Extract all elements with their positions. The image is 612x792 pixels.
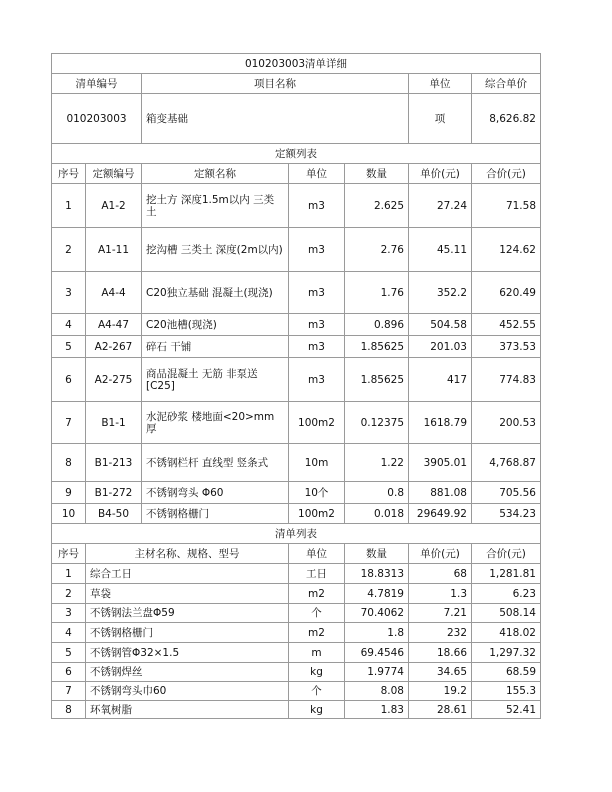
row-unit: m3	[289, 272, 345, 314]
row-name: 草袋	[86, 584, 289, 604]
material-col-qty: 数量	[345, 544, 409, 564]
row-name: 挖沟槽 三类土 深度(2m以内)	[142, 228, 289, 272]
material-header-row	[52, 544, 541, 564]
row-price: 1.3	[409, 584, 472, 604]
row-qty: 0.018	[345, 504, 409, 524]
page-title: 010203003清单详细	[52, 54, 541, 74]
row-name: 不锈钢管Φ32×1.5	[86, 643, 289, 663]
table-body	[52, 54, 541, 719]
header-name: 项目名称	[142, 74, 409, 94]
row-name: 碎石 干铺	[142, 336, 289, 358]
table-row	[52, 604, 541, 623]
row-code: A4-47	[86, 314, 142, 336]
row-unit: m	[289, 643, 345, 663]
row-code: B1-1	[86, 402, 142, 444]
row-price: 504.58	[409, 314, 472, 336]
row-price: 201.03	[409, 336, 472, 358]
row-no: 6	[52, 358, 86, 402]
row-total: 155.3	[472, 682, 541, 701]
row-name: 不锈钢栏杆 直线型 竖条式	[142, 444, 289, 482]
row-code: A1-11	[86, 228, 142, 272]
row-total: 71.58	[472, 184, 541, 228]
row-name: 综合工日	[86, 564, 289, 584]
table-row	[52, 272, 541, 314]
row-qty: 70.4062	[345, 604, 409, 623]
row-code: B1-272	[86, 482, 142, 504]
row-total: 1,281.81	[472, 564, 541, 584]
row-total: 774.83	[472, 358, 541, 402]
material-section-title: 清单列表	[52, 524, 541, 544]
item-code: 010203003	[52, 94, 142, 144]
row-qty: 0.896	[345, 314, 409, 336]
row-qty: 18.8313	[345, 564, 409, 584]
row-qty: 2.76	[345, 228, 409, 272]
bill-detail-sheet	[51, 53, 540, 719]
row-qty: 1.9774	[345, 663, 409, 682]
quota-col-code: 定额编号	[86, 164, 142, 184]
row-no: 1	[52, 184, 86, 228]
row-price: 18.66	[409, 643, 472, 663]
row-unit: m3	[289, 358, 345, 402]
row-qty: 2.625	[345, 184, 409, 228]
row-total: 620.49	[472, 272, 541, 314]
row-price: 27.24	[409, 184, 472, 228]
row-total: 1,297.32	[472, 643, 541, 663]
row-no: 3	[52, 272, 86, 314]
row-no: 4	[52, 623, 86, 643]
row-qty: 0.12375	[345, 402, 409, 444]
quota-col-no: 序号	[52, 164, 86, 184]
row-name: 不锈钢焊丝	[86, 663, 289, 682]
quota-col-total: 合价(元)	[472, 164, 541, 184]
row-total: 508.14	[472, 604, 541, 623]
row-price: 19.2	[409, 682, 472, 701]
row-qty: 69.4546	[345, 643, 409, 663]
quota-col-qty: 数量	[345, 164, 409, 184]
table-row	[52, 336, 541, 358]
row-qty: 0.8	[345, 482, 409, 504]
row-no: 10	[52, 504, 86, 524]
row-total: 124.62	[472, 228, 541, 272]
table-row	[52, 663, 541, 682]
row-price: 417	[409, 358, 472, 402]
header-row	[52, 74, 541, 94]
row-unit: 10个	[289, 482, 345, 504]
table-row	[52, 184, 541, 228]
row-price: 28.61	[409, 701, 472, 719]
header-code: 清单编号	[52, 74, 142, 94]
table-row	[52, 701, 541, 719]
row-name: C20独立基础 混凝土(现浇)	[142, 272, 289, 314]
row-unit: 10m	[289, 444, 345, 482]
row-price: 881.08	[409, 482, 472, 504]
row-name: 不锈钢弯头巾60	[86, 682, 289, 701]
row-unit: m2	[289, 623, 345, 643]
material-col-price: 单价(元)	[409, 544, 472, 564]
table-row	[52, 564, 541, 584]
row-price: 3905.01	[409, 444, 472, 482]
row-total: 705.56	[472, 482, 541, 504]
row-name: 水泥砂浆 楼地面<20>mm厚	[142, 402, 289, 444]
row-code: A2-267	[86, 336, 142, 358]
row-total: 6.23	[472, 584, 541, 604]
row-total: 4,768.87	[472, 444, 541, 482]
row-qty: 1.83	[345, 701, 409, 719]
row-unit: 个	[289, 604, 345, 623]
row-total: 418.02	[472, 623, 541, 643]
row-no: 5	[52, 643, 86, 663]
item-row	[52, 94, 541, 144]
table-row	[52, 402, 541, 444]
row-name: 不锈钢格栅门	[142, 504, 289, 524]
row-unit: kg	[289, 701, 345, 719]
row-no: 3	[52, 604, 86, 623]
row-price: 68	[409, 564, 472, 584]
material-col-total: 合价(元)	[472, 544, 541, 564]
row-no: 7	[52, 402, 86, 444]
row-total: 200.53	[472, 402, 541, 444]
row-unit: m3	[289, 336, 345, 358]
row-total: 52.41	[472, 701, 541, 719]
row-unit: m3	[289, 228, 345, 272]
quota-section-title: 定额列表	[52, 144, 541, 164]
row-name: 不锈钢弯头 Φ60	[142, 482, 289, 504]
row-code: A2-275	[86, 358, 142, 402]
material-section-row	[52, 524, 541, 544]
row-no: 6	[52, 663, 86, 682]
row-price: 7.21	[409, 604, 472, 623]
header-price: 综合单价	[472, 74, 541, 94]
material-col-unit: 单位	[289, 544, 345, 564]
quota-col-name: 定额名称	[142, 164, 289, 184]
row-price: 29649.92	[409, 504, 472, 524]
row-price: 45.11	[409, 228, 472, 272]
item-price: 8,626.82	[472, 94, 541, 144]
row-name: 不锈钢格栅门	[86, 623, 289, 643]
row-total: 452.55	[472, 314, 541, 336]
item-name: 箱变基础	[142, 94, 409, 144]
table-row	[52, 482, 541, 504]
table-row	[52, 228, 541, 272]
row-unit: 100m2	[289, 402, 345, 444]
row-price: 1618.79	[409, 402, 472, 444]
row-qty: 1.8	[345, 623, 409, 643]
header-unit: 单位	[409, 74, 472, 94]
row-unit: 工日	[289, 564, 345, 584]
row-code: B4-50	[86, 504, 142, 524]
row-code: B1-213	[86, 444, 142, 482]
row-unit: kg	[289, 663, 345, 682]
row-no: 7	[52, 682, 86, 701]
bill-table	[51, 53, 541, 719]
row-no: 8	[52, 444, 86, 482]
quota-col-price: 单价(元)	[409, 164, 472, 184]
row-total: 534.23	[472, 504, 541, 524]
row-price: 232	[409, 623, 472, 643]
quota-section-row	[52, 144, 541, 164]
row-qty: 1.22	[345, 444, 409, 482]
table-row	[52, 314, 541, 336]
row-unit: 个	[289, 682, 345, 701]
table-row	[52, 444, 541, 482]
material-col-name: 主材名称、规格、型号	[86, 544, 289, 564]
table-row	[52, 682, 541, 701]
row-qty: 8.08	[345, 682, 409, 701]
table-row	[52, 358, 541, 402]
material-col-no: 序号	[52, 544, 86, 564]
row-name: 挖土方 深度1.5m以内 三类土	[142, 184, 289, 228]
row-no: 9	[52, 482, 86, 504]
table-row	[52, 643, 541, 663]
row-name: C20池槽(现浇)	[142, 314, 289, 336]
row-code: A4-4	[86, 272, 142, 314]
table-row	[52, 623, 541, 643]
row-no: 2	[52, 584, 86, 604]
row-total: 373.53	[472, 336, 541, 358]
title-row	[52, 54, 541, 74]
row-qty: 1.76	[345, 272, 409, 314]
row-unit: m3	[289, 314, 345, 336]
row-name: 商品混凝土 无筋 非泵送[C25]	[142, 358, 289, 402]
row-price: 352.2	[409, 272, 472, 314]
row-name: 环氧树脂	[86, 701, 289, 719]
row-name: 不锈钢法兰盘Φ59	[86, 604, 289, 623]
row-no: 8	[52, 701, 86, 719]
row-unit: m3	[289, 184, 345, 228]
row-qty: 4.7819	[345, 584, 409, 604]
row-no: 5	[52, 336, 86, 358]
row-no: 2	[52, 228, 86, 272]
quota-header-row	[52, 164, 541, 184]
row-price: 34.65	[409, 663, 472, 682]
row-code: A1-2	[86, 184, 142, 228]
row-no: 4	[52, 314, 86, 336]
row-qty: 1.85625	[345, 336, 409, 358]
row-unit: 100m2	[289, 504, 345, 524]
row-total: 68.59	[472, 663, 541, 682]
row-no: 1	[52, 564, 86, 584]
table-row	[52, 504, 541, 524]
table-row	[52, 584, 541, 604]
row-unit: m2	[289, 584, 345, 604]
item-unit: 项	[409, 94, 472, 144]
quota-col-unit: 单位	[289, 164, 345, 184]
row-qty: 1.85625	[345, 358, 409, 402]
